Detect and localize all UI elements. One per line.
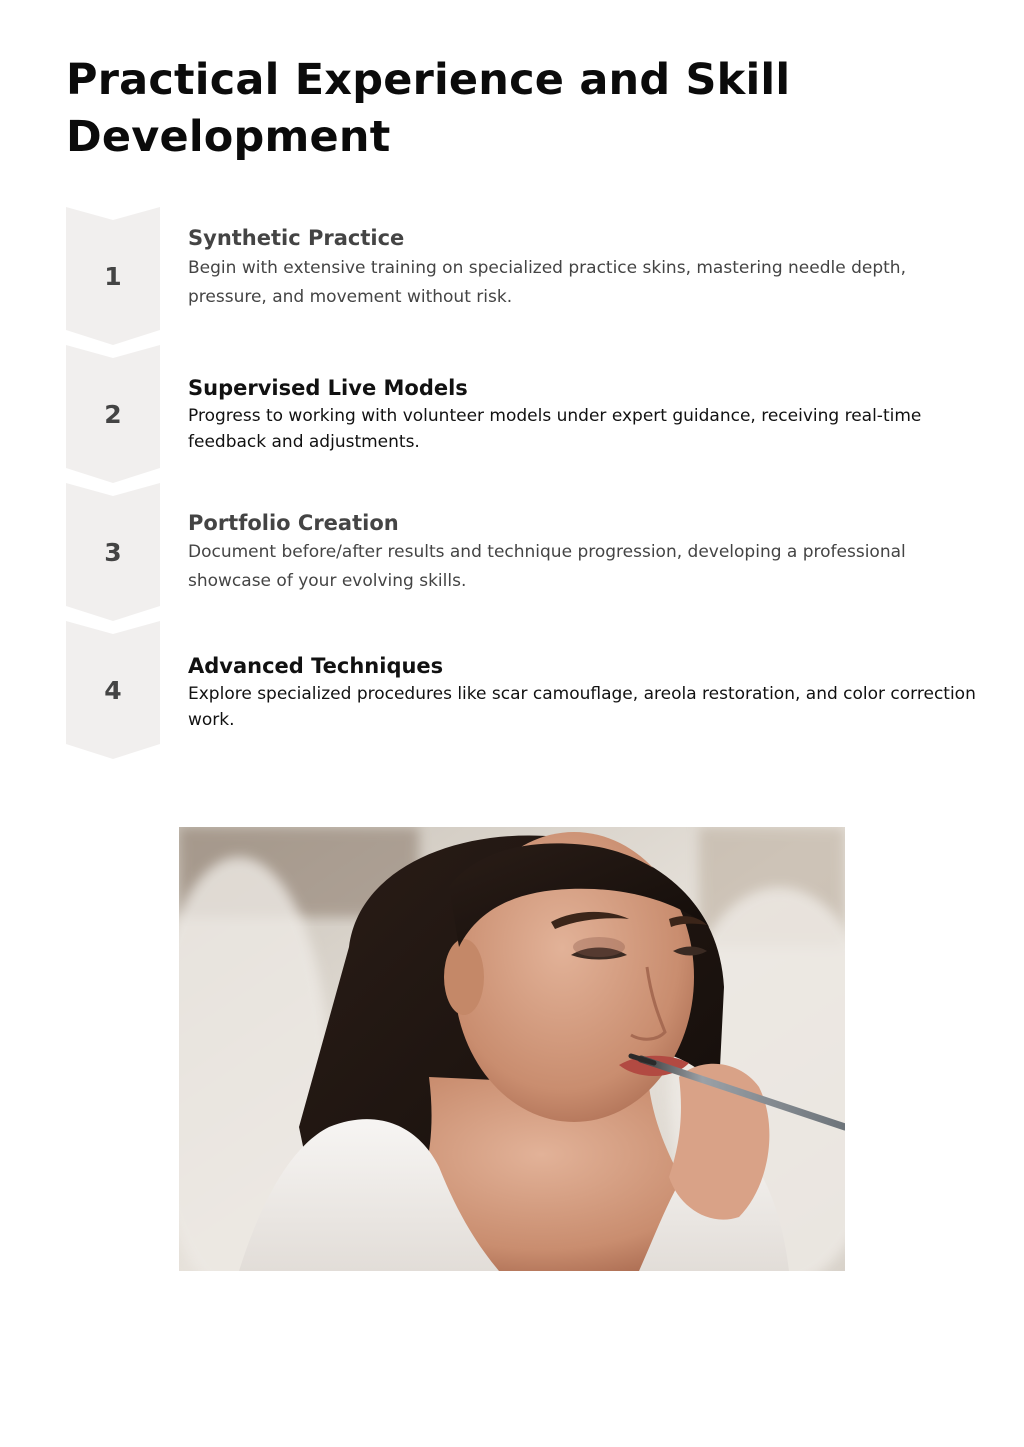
step-title-2: Supervised Live Models (188, 376, 468, 400)
step-item-3 (66, 483, 966, 621)
step-item-4 (66, 621, 976, 759)
step-number-4: 4 (104, 675, 122, 705)
step-description-4: Explore specialized procedures like scar camouflage, areola restoration, and color correction work. (188, 684, 976, 730)
step-description-1: Begin with extensive training on specialized practice skins, mastering needle depth, pressure, and movement without risk. (188, 258, 906, 307)
step-item-1 (66, 207, 966, 345)
step-title-1: Synthetic Practice (188, 226, 405, 250)
step-title-4: Advanced Techniques (188, 654, 444, 678)
step-number-1: 1 (104, 261, 122, 291)
page-title: Practical Experience and Skill Development (66, 55, 791, 162)
step-number-2: 2 (104, 399, 122, 429)
makeup-application-photo (179, 827, 845, 1271)
step-title-3: Portfolio Creation (188, 511, 399, 535)
step-number-3: 3 (104, 537, 122, 567)
step-description-2: Progress to working with volunteer models under expert guidance, receiving real-time feedback and adjustments. (188, 406, 922, 452)
step-description-3: Document before/after results and technique progression, developing a professional showcase of your evolving skills. (188, 542, 906, 591)
step-item-2 (66, 345, 966, 483)
